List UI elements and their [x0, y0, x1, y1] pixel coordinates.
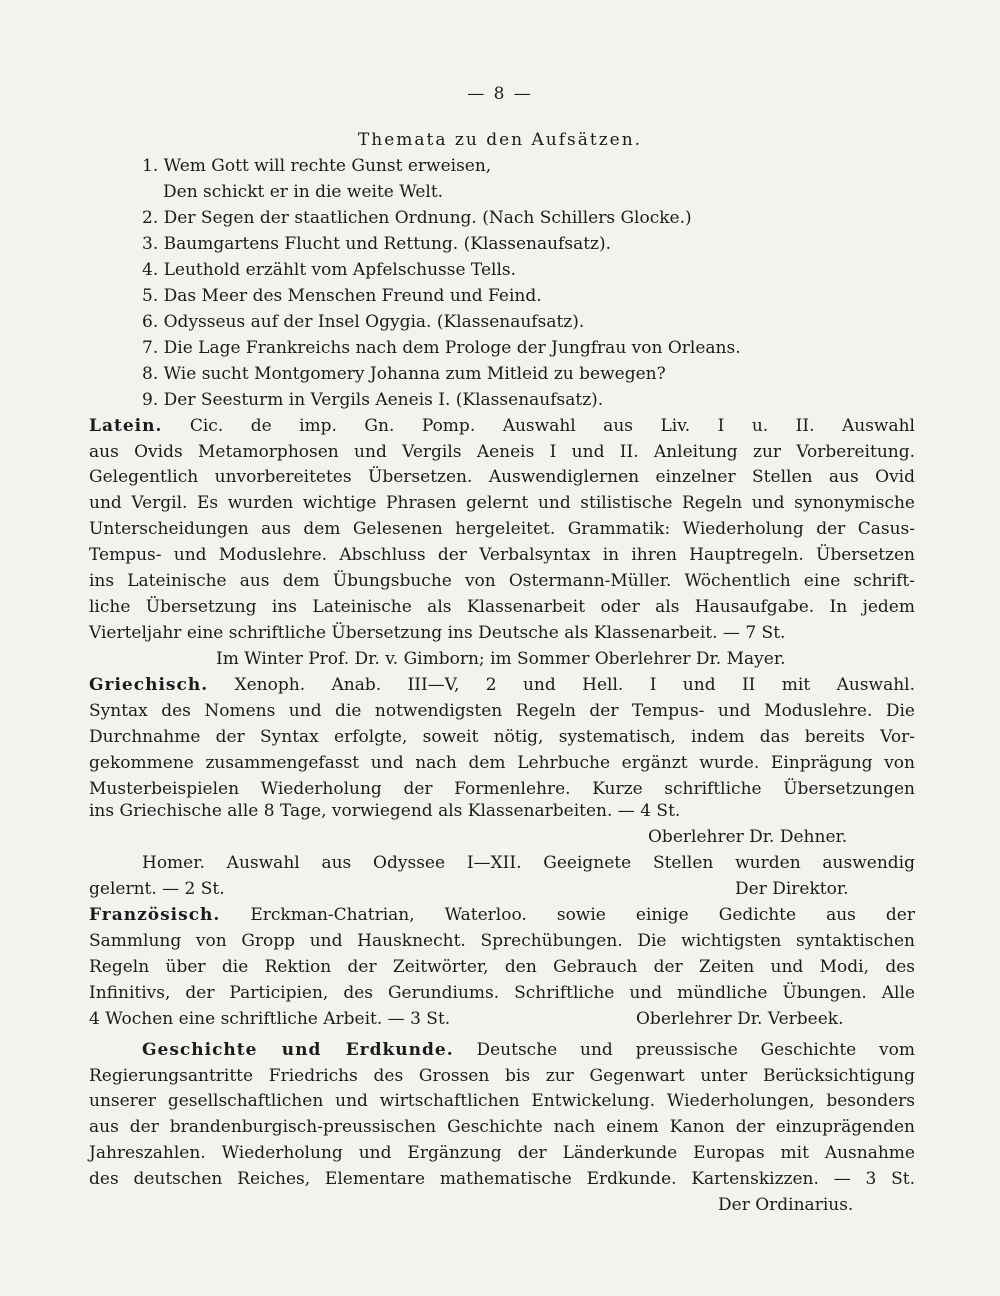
line-text: Tempus- und Moduslehre. Abschluss der Verbalsyntax in ihren Hauptregeln. Übersetzen	[89, 545, 915, 565]
line-text: gelernt. — 2 St.	[89, 879, 225, 899]
text-line	[636, 1008, 915, 1030]
text-line	[89, 956, 915, 978]
line-text: 3. Baumgartens Flucht und Rettung. (Klassenaufsatz).	[142, 234, 612, 254]
text-line	[89, 778, 915, 800]
line-text: 5. Das Meer des Menschen Freund und Feind.	[142, 286, 542, 306]
text-line	[718, 1194, 915, 1216]
line-text: 9. Der Seesturm in Vergils Aeneis I. (Klassenaufsatz).	[142, 390, 604, 410]
line-text: Oberlehrer Dr. Verbeek.	[636, 1009, 844, 1029]
text-line	[142, 207, 915, 229]
line-text: des deutschen Reiches, Elementare mathematische Erdkunde. Kartenskizzen. — 3 St.	[89, 1169, 915, 1189]
text-line	[142, 1039, 915, 1061]
section-heading: Latein.	[89, 416, 163, 436]
text-line	[89, 982, 915, 1004]
text-line	[648, 826, 915, 848]
page-number: — 8 —	[467, 84, 533, 104]
line-text: 1. Wem Gott will rechte Gunst erweisen,	[142, 156, 492, 176]
line-text: Deutsche und preussische Geschichte vom	[453, 1040, 915, 1060]
text-line	[89, 904, 915, 926]
text-line	[89, 1090, 915, 1112]
line-text: unserer gesellschaftlichen und wirtschaftlichen Entwickelung. Wiederholungen, besonders	[89, 1091, 915, 1111]
line-text: Vierteljahr eine schriftliche Übersetzung ins Deutsche als Klassenarbeit. — 7 St.	[89, 623, 786, 643]
text-line	[89, 752, 915, 774]
line-text: Erckman-Chatrian, Waterloo. sowie einige Gedichte aus der	[220, 905, 915, 925]
line-text: ins Griechische alle 8 Tage, vorwiegend als Klassenarbeiten. — 4 St.	[89, 801, 681, 821]
text-line	[89, 518, 915, 540]
line-text: gekommene zusammengefasst und nach dem Lehrbuche ergänzt wurde. Einprägung von	[89, 753, 915, 773]
line-text: 8. Wie sucht Montgomery Johanna zum Mitleid zu bewegen?	[142, 364, 666, 384]
line-text: Sammlung von Gropp und Hausknecht. Sprechübungen. Die wichtigsten syntaktischen	[89, 931, 915, 951]
text-line	[89, 800, 915, 822]
text-line	[89, 1142, 915, 1164]
text-line	[142, 389, 915, 411]
text-line	[89, 544, 915, 566]
text-line	[89, 1065, 915, 1087]
text-line	[142, 285, 915, 307]
text-line	[142, 337, 915, 359]
text-line	[163, 181, 915, 203]
text-line	[142, 852, 915, 874]
text-line	[89, 466, 915, 488]
line-text: Homer. Auswahl aus Odyssee I—XII. Geeignete Stellen wurden auswendig	[142, 853, 915, 873]
line-text: Im Winter Prof. Dr. v. Gimborn; im Sommer Oberlehrer Dr. Mayer.	[216, 649, 786, 669]
text-line	[89, 1116, 915, 1138]
line-text: Den schickt er in die weite Welt.	[163, 182, 444, 202]
text-line	[142, 363, 915, 385]
line-text: Cic. de imp. Gn. Pomp. Auswahl aus Liv. I u. II. Auswahl	[162, 416, 915, 436]
text-line	[89, 930, 915, 952]
line-text: Jahreszahlen. Wiederholung und Ergänzung der Länderkunde Europas mit Ausnahme	[89, 1143, 915, 1163]
text-line	[142, 259, 915, 281]
line-text: ins Lateinische aus dem Übungsbuche von Ostermann-Müller. Wöchentlich eine schrift-	[89, 571, 915, 591]
line-text: Xenoph. Anab. III—V, 2 und Hell. I und II mit Auswahl.	[208, 675, 915, 695]
text-line	[89, 415, 915, 437]
line-text: Der Direktor.	[735, 879, 849, 899]
text-line	[216, 648, 915, 670]
text-line	[142, 233, 915, 255]
line-text: Regeln über die Rektion der Zeitwörter, den Gebrauch der Zeiten und Modi, des	[89, 957, 915, 977]
text-line	[89, 674, 915, 696]
text-line	[89, 726, 915, 748]
line-text: und Vergil. Es wurden wichtige Phrasen gelernt und stilistische Regeln und synonymische	[89, 493, 915, 513]
line-text: 7. Die Lage Frankreichs nach dem Prologe der Jungfrau von Orleans.	[142, 338, 741, 358]
line-text: Gelegentlich unvorbereitetes Übersetzen. Auswendiglernen einzelner Stellen aus Ovid	[89, 467, 915, 487]
line-text: Durchnahme der Syntax erfolgte, soweit nötig, systematisch, indem das bereits Vor-	[89, 727, 915, 747]
line-text: aus der brandenburgisch-preussischen Geschichte nach einem Kanon der einzuprägenden	[89, 1117, 915, 1137]
text-line	[89, 596, 915, 618]
line-text: 2. Der Segen der staatlichen Ordnung. (Nach Schillers Glocke.)	[142, 208, 692, 228]
text-line	[142, 155, 915, 177]
section-heading: Geschichte und Erdkunde.	[142, 1040, 454, 1060]
line-text: 4 Wochen eine schriftliche Arbeit. — 3 St.	[89, 1009, 451, 1029]
line-text: Musterbeispielen Wiederholung der Formenlehre. Kurze schriftliche Übersetzungen	[89, 779, 915, 799]
text-line	[89, 570, 915, 592]
line-text: 6. Odysseus auf der Insel Ogygia. (Klassenaufsatz).	[142, 312, 585, 332]
line-text: Unterscheidungen aus dem Gelesenen hergeleitet. Grammatik: Wiederholung der Casus-	[89, 519, 915, 539]
section-heading: Griechisch.	[89, 675, 209, 695]
text-line	[142, 311, 915, 333]
text-line	[89, 1168, 915, 1190]
text-line	[89, 441, 915, 463]
line-text: Der Ordinarius.	[718, 1195, 854, 1215]
text-line	[89, 622, 915, 644]
section-heading: Französisch.	[89, 905, 221, 925]
line-text: Infinitivs, der Participien, des Gerundiums. Schriftliche und mündliche Übungen. Alle	[89, 983, 915, 1003]
text-line	[89, 492, 915, 514]
page-title: Themata zu den Aufsätzen.	[357, 130, 643, 150]
line-text: liche Übersetzung ins Lateinische als Klassenarbeit oder als Hausaufgabe. In jedem	[89, 597, 915, 617]
line-text: Syntax des Nomens und die notwendigsten Regeln der Tempus- und Moduslehre. Die	[89, 701, 915, 721]
line-text: Oberlehrer Dr. Dehner.	[648, 827, 848, 847]
line-text: aus Ovids Metamorphosen und Vergils Aeneis I und II. Anleitung zur Vorbereitung.	[89, 442, 915, 462]
line-text: 4. Leuthold erzählt vom Apfelschusse Tells.	[142, 260, 517, 280]
text-line	[735, 878, 915, 900]
text-line	[89, 700, 915, 722]
line-text: Regierungsantritte Friedrichs des Grossen bis zur Gegenwart unter Berücksichtigung	[89, 1066, 915, 1086]
